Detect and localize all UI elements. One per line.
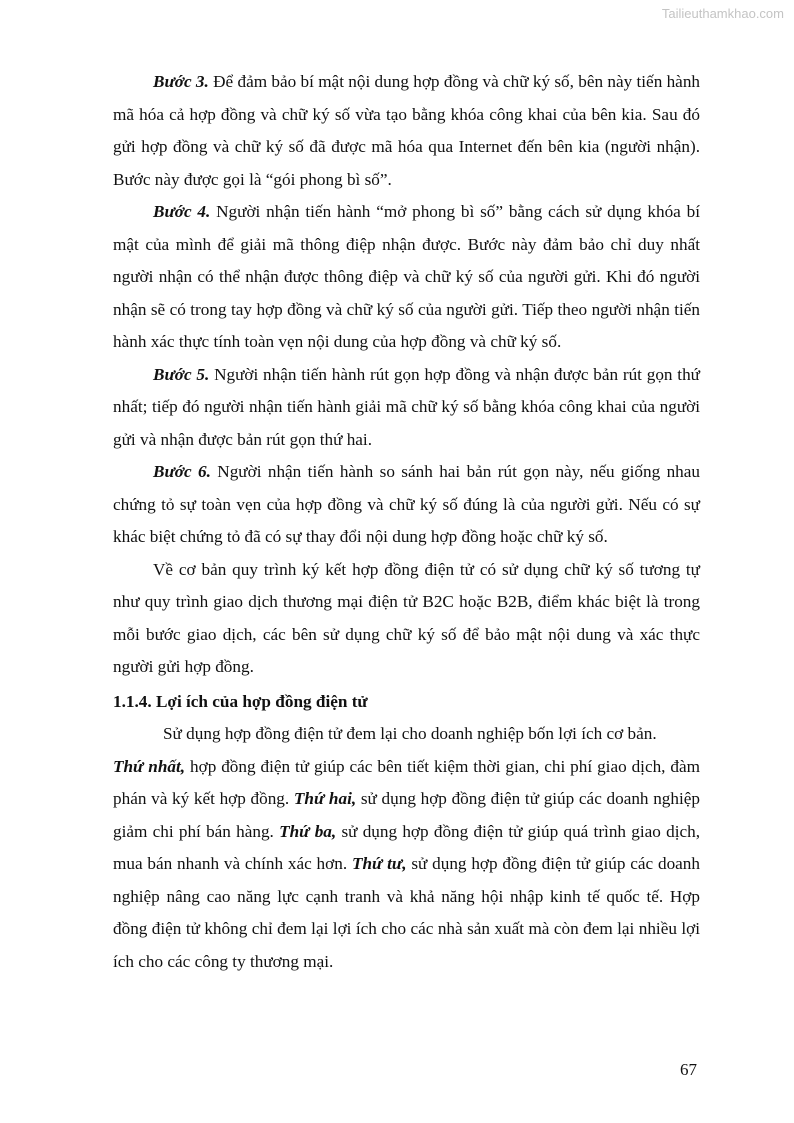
page-body — [113, 66, 700, 978]
step-5-text: Người nhận tiến hành rút gọn hợp đồng và nhận được bản rút gọn thứ nhất; tiếp đó người nhận tiến hành giải mã chữ ký số bằng khóa công khai của người gửi và nhận được bản rút gọn thứ hai. — [113, 364, 700, 449]
step-3-paragraph — [113, 66, 700, 196]
benefit-second-label: Thứ hai, — [293, 789, 357, 808]
benefit-third-text: sử dụng hợp đồng điện tử giúp quá trình giao dịch, mua bán nhanh và chính xác hơn. — [113, 821, 700, 873]
step-6-paragraph — [113, 456, 700, 554]
step-6-text: Người nhận tiến hành so sánh hai bản rút gọn này, nếu giống nhau chứng tỏ sự toàn vẹn của hợp đồng và chữ ký số đúng là của người gửi. Nếu có sự khác biệt chứng tỏ đã có sự thay đổi nội dung hợp đồng hoặc chữ ký số. — [113, 462, 700, 546]
benefit-first-text: hợp đồng điện tử giúp các bên tiết kiệm thời gian, chi phí giao dịch, đàm phán và ký kết hợp đồng. — [113, 756, 700, 808]
benefit-third-label: Thứ ba, — [279, 821, 337, 841]
step-4-label: Bước 4. — [153, 202, 211, 221]
benefits-paragraph — [113, 751, 700, 979]
step-5-paragraph — [113, 359, 700, 457]
summary-paragraph: Về cơ bản quy trình ký kết hợp đồng điện tử có sử dụng chữ ký số tương tự như quy trình giao dịch thương mại điện tử B2C hoặc B2B, điểm khác biệt là trong mỗi bước giao dịch, các bên sử dụng chữ ký số để bảo mật nội dung và xác thực người gửi hợp đồng. — [113, 559, 700, 676]
benefit-first-label: Thứ nhất, — [113, 756, 186, 776]
step-3-label: Bước 3. — [153, 72, 209, 91]
watermark: Tailieuthamkhao.com — [661, 6, 784, 21]
benefit-second-text: sử dụng hợp đồng điện tử giúp các doanh nghiệp giảm chi phí bán hàng. — [113, 789, 700, 841]
step-5-label: Bước 5. — [153, 364, 210, 384]
step-4-text: Người nhận tiến hành “mở phong bì số” bằng cách sử dụng khóa bí mật của mình để giải mã thông điệp nhận được. Bước này đảm bảo chỉ duy nhất người nhận có thể nhận được thông điệp và chữ ký số của người gửi. Khi đó người nhận sẽ có trong tay hợp đồng và chữ ký số của người gửi. Tiếp theo người nhận tiến hành xác thực tính toàn vẹn nội dung của hợp đồng và chữ ký số. — [113, 202, 700, 351]
page-number: 67 — [680, 1060, 697, 1079]
section-heading: 1.1.4. Lợi ích của hợp đồng điện tử — [113, 691, 368, 711]
benefit-fourth-text: sử dụng hợp đồng điện tử giúp các doanh nghiệp nâng cao năng lực cạnh tranh và khả năng hội nhập kinh tế quốc tế. Hợp đồng điện tử không chỉ đem lại lợi ích cho các nhà sản xuất mà còn đem lại nhiều lợi ích cho các công ty thương mại. — [113, 854, 700, 971]
step-3-text: Để đảm bảo bí mật nội dung hợp đồng và chữ ký số, bên này tiến hành mã hóa cả hợp đồng và chữ ký số vừa tạo bằng khóa công khai của bên kia. Sau đó gửi hợp đồng và chữ ký số đã được mã hóa qua Internet đến bên kia (người nhận). Bước này được gọi là “gói phong bì số”. — [113, 72, 701, 189]
benefit-fourth-label: Thứ tư, — [351, 854, 407, 873]
benefits-intro: Sử dụng hợp đồng điện tử đem lại cho doanh nghiệp bốn lợi ích cơ bản. — [163, 724, 657, 743]
step-4-paragraph — [113, 196, 700, 359]
step-6-label: Bước 6. — [153, 462, 211, 481]
